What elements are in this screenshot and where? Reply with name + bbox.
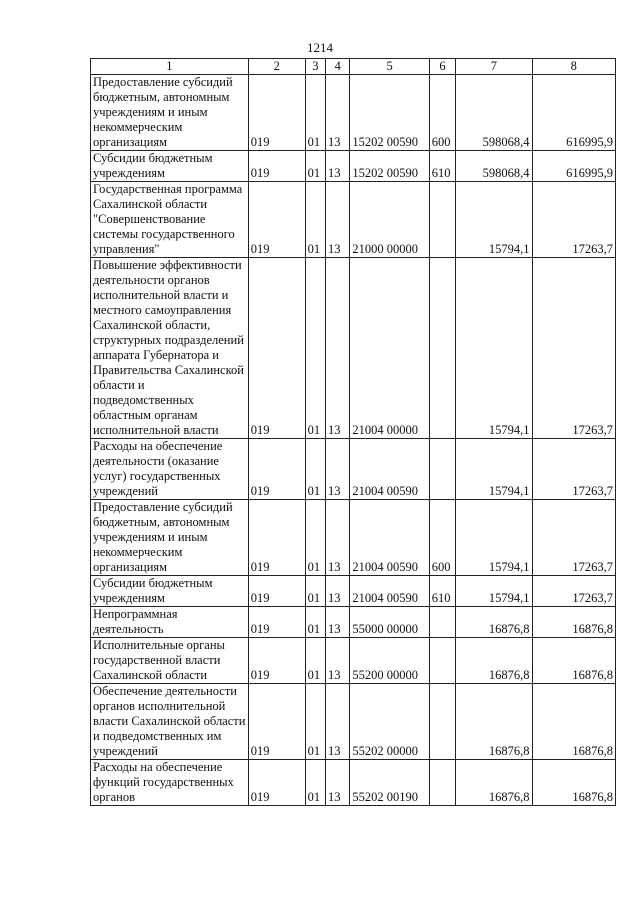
row-subsection-code: 13 bbox=[326, 151, 350, 182]
row-expense-type bbox=[429, 607, 455, 638]
row-amount-year1: 16876,8 bbox=[456, 607, 532, 638]
row-name: Расходы на обеспечение деятельности (оказание услуг) государственных учреждений bbox=[91, 439, 249, 500]
row-ministry-code: 019 bbox=[248, 258, 305, 439]
row-target-code: 21004 00590 bbox=[350, 576, 429, 607]
row-ministry-code: 019 bbox=[248, 576, 305, 607]
row-amount-year2: 616995,9 bbox=[532, 75, 615, 151]
table-row bbox=[91, 75, 616, 151]
row-expense-type bbox=[429, 638, 455, 684]
column-header: 7 bbox=[456, 59, 532, 75]
row-name: Повышение эффективности деятельности органов исполнительной власти и местного самоуправления Сахалинской области, структурных подразделений аппарата Губернатора и Правительства Сахалинской области и подведомственных областным органам исполнительной власти bbox=[91, 258, 249, 439]
row-section-code: 01 bbox=[305, 638, 325, 684]
row-expense-type bbox=[429, 439, 455, 500]
row-subsection-code: 13 bbox=[326, 638, 350, 684]
row-target-code: 21004 00590 bbox=[350, 500, 429, 576]
row-subsection-code: 13 bbox=[326, 439, 350, 500]
row-subsection-code: 13 bbox=[326, 760, 350, 806]
row-subsection-code: 13 bbox=[326, 607, 350, 638]
row-ministry-code: 019 bbox=[248, 684, 305, 760]
row-name: Расходы на обеспечение функций государственных органов bbox=[91, 760, 249, 806]
row-name: Предоставление субсидий бюджетным, автономным учреждениям и иным некоммерческим организациям bbox=[91, 500, 249, 576]
column-header: 5 bbox=[350, 59, 429, 75]
row-amount-year1: 16876,8 bbox=[456, 684, 532, 760]
table-row bbox=[91, 182, 616, 258]
column-header: 3 bbox=[305, 59, 325, 75]
row-subsection-code: 13 bbox=[326, 500, 350, 576]
row-expense-type bbox=[429, 684, 455, 760]
row-section-code: 01 bbox=[305, 75, 325, 151]
row-amount-year2: 16876,8 bbox=[532, 607, 615, 638]
header-row bbox=[91, 59, 616, 75]
row-subsection-code: 13 bbox=[326, 75, 350, 151]
row-section-code: 01 bbox=[305, 684, 325, 760]
row-section-code: 01 bbox=[305, 576, 325, 607]
row-ministry-code: 019 bbox=[248, 638, 305, 684]
row-expense-type: 600 bbox=[429, 500, 455, 576]
row-expense-type bbox=[429, 760, 455, 806]
row-ministry-code: 019 bbox=[248, 439, 305, 500]
table-row bbox=[91, 151, 616, 182]
row-amount-year1: 598068,4 bbox=[456, 151, 532, 182]
row-amount-year1: 16876,8 bbox=[456, 638, 532, 684]
column-header: 4 bbox=[326, 59, 350, 75]
row-expense-type: 610 bbox=[429, 576, 455, 607]
row-name: Непрограммная деятельность bbox=[91, 607, 249, 638]
row-amount-year2: 17263,7 bbox=[532, 258, 615, 439]
row-section-code: 01 bbox=[305, 500, 325, 576]
row-target-code: 55200 00000 bbox=[350, 638, 429, 684]
row-subsection-code: 13 bbox=[326, 576, 350, 607]
row-target-code: 55202 00000 bbox=[350, 684, 429, 760]
row-expense-type: 610 bbox=[429, 151, 455, 182]
row-amount-year1: 15794,1 bbox=[456, 576, 532, 607]
row-ministry-code: 019 bbox=[248, 607, 305, 638]
row-name: Государственная программа Сахалинской области "Совершенствование системы государственного управления" bbox=[91, 182, 249, 258]
row-target-code: 21004 00000 bbox=[350, 258, 429, 439]
row-name: Исполнительные органы государственной власти Сахалинской области bbox=[91, 638, 249, 684]
row-section-code: 01 bbox=[305, 439, 325, 500]
table-row bbox=[91, 258, 616, 439]
row-amount-year2: 17263,7 bbox=[532, 576, 615, 607]
row-amount-year1: 16876,8 bbox=[456, 760, 532, 806]
row-target-code: 15202 00590 bbox=[350, 75, 429, 151]
row-subsection-code: 13 bbox=[326, 182, 350, 258]
table-row bbox=[91, 607, 616, 638]
table-row bbox=[91, 638, 616, 684]
row-amount-year2: 616995,9 bbox=[532, 151, 615, 182]
row-name: Предоставление субсидий бюджетным, автономным учреждениям и иным некоммерческим организациям bbox=[91, 75, 249, 151]
row-amount-year2: 16876,8 bbox=[532, 638, 615, 684]
row-subsection-code: 13 bbox=[326, 258, 350, 439]
row-amount-year1: 15794,1 bbox=[456, 258, 532, 439]
row-target-code: 21000 00000 bbox=[350, 182, 429, 258]
table-row bbox=[91, 760, 616, 806]
row-amount-year1: 15794,1 bbox=[456, 439, 532, 500]
row-amount-year1: 15794,1 bbox=[456, 500, 532, 576]
row-ministry-code: 019 bbox=[248, 500, 305, 576]
row-section-code: 01 bbox=[305, 760, 325, 806]
table-row bbox=[91, 500, 616, 576]
row-amount-year2: 16876,8 bbox=[532, 684, 615, 760]
table-row bbox=[91, 439, 616, 500]
table-row bbox=[91, 684, 616, 760]
row-amount-year1: 598068,4 bbox=[456, 75, 532, 151]
column-header: 1 bbox=[91, 59, 249, 75]
page-number: 1214 bbox=[307, 40, 333, 55]
row-ministry-code: 019 bbox=[248, 75, 305, 151]
row-amount-year2: 16876,8 bbox=[532, 760, 615, 806]
row-section-code: 01 bbox=[305, 151, 325, 182]
budget-table bbox=[90, 58, 616, 806]
row-amount-year2: 17263,7 bbox=[532, 500, 615, 576]
row-target-code: 55202 00190 bbox=[350, 760, 429, 806]
column-header: 8 bbox=[532, 59, 615, 75]
row-subsection-code: 13 bbox=[326, 684, 350, 760]
row-section-code: 01 bbox=[305, 258, 325, 439]
row-section-code: 01 bbox=[305, 182, 325, 258]
row-expense-type bbox=[429, 182, 455, 258]
row-ministry-code: 019 bbox=[248, 760, 305, 806]
column-header: 2 bbox=[248, 59, 305, 75]
row-amount-year2: 17263,7 bbox=[532, 439, 615, 500]
row-target-code: 21004 00590 bbox=[350, 439, 429, 500]
row-name: Обеспечение деятельности органов исполнительной власти Сахалинской области и подведомственных им учреждений bbox=[91, 684, 249, 760]
row-amount-year2: 17263,7 bbox=[532, 182, 615, 258]
row-ministry-code: 019 bbox=[248, 182, 305, 258]
row-expense-type bbox=[429, 258, 455, 439]
row-section-code: 01 bbox=[305, 607, 325, 638]
column-header: 6 bbox=[429, 59, 455, 75]
table-row bbox=[91, 576, 616, 607]
row-name: Субсидии бюджетным учреждениям bbox=[91, 151, 249, 182]
row-amount-year1: 15794,1 bbox=[456, 182, 532, 258]
row-target-code: 15202 00590 bbox=[350, 151, 429, 182]
row-target-code: 55000 00000 bbox=[350, 607, 429, 638]
row-ministry-code: 019 bbox=[248, 151, 305, 182]
row-expense-type: 600 bbox=[429, 75, 455, 151]
row-name: Субсидии бюджетным учреждениям bbox=[91, 576, 249, 607]
